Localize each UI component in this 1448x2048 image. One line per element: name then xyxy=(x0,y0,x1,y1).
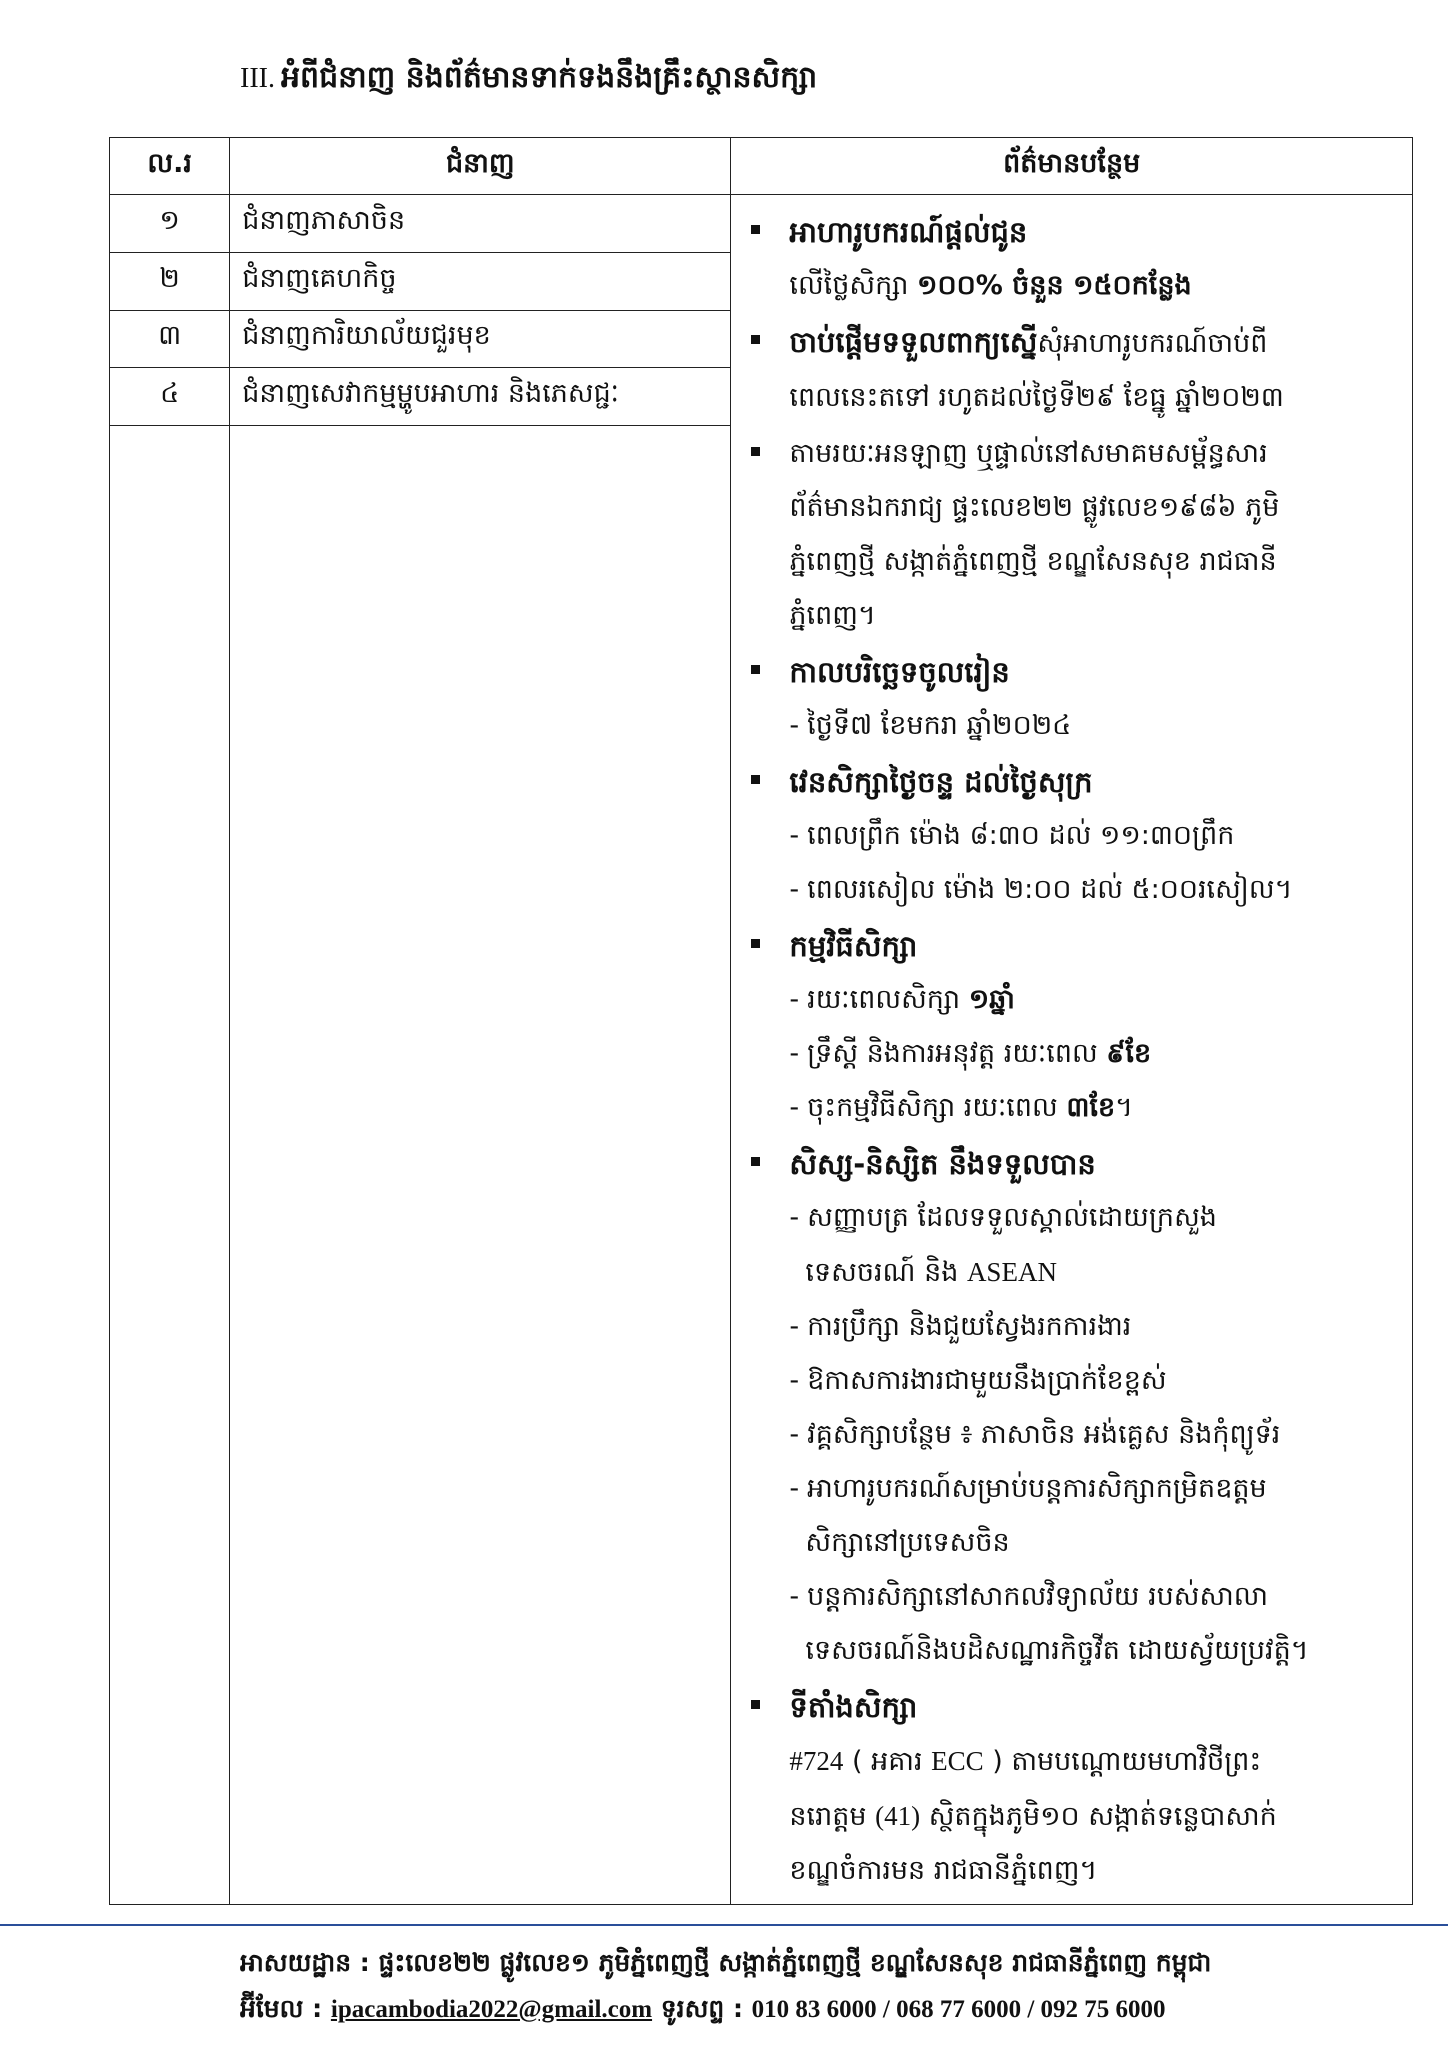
info-scholarship xyxy=(745,205,1402,313)
info-benefits xyxy=(745,1137,1402,1678)
bullet-icon xyxy=(751,225,760,234)
opening-date: - ថ្ងៃទី៧ ខែមករា ឆ្នាំ២០២៤ xyxy=(789,710,1072,741)
row-number: ៤ xyxy=(110,368,230,426)
apply-line-1: តាមរយៈអនឡាញ ឬផ្ទាល់នៅសមាគមសម្ព័ន្ធសារ xyxy=(789,438,1268,469)
row-skill: ជំនាញគេហកិច្ច xyxy=(230,252,731,310)
location-street-name: នរោត្តម xyxy=(789,1801,876,1832)
bullet-icon xyxy=(751,335,760,344)
header-no: ល.រ xyxy=(110,138,230,195)
application-title: ចាប់ផ្ដើមទទួលពាក្យស្នើ xyxy=(789,325,1038,359)
phone-label: ទូរសព្ទ : xyxy=(652,1994,752,2023)
schedule-afternoon-text: ពេលរសៀល ម៉ោង ២:០០ ដល់ ៥:០០រសៀល។ xyxy=(807,874,1293,905)
program-internship: - ចុះកម្មវិធីសិក្សា រយៈពេល ៣ខែ។ xyxy=(789,1092,1133,1123)
location-road-number: (41) xyxy=(875,1801,921,1831)
benefit-3-text: ឱកាសការងារជាមួយនឹងប្រាក់ខែខ្ពស់ xyxy=(807,1365,1167,1396)
application-line-2: ពេលនេះតទៅ រហូតដល់ថ្ងៃទី២៩ ខែធ្នូ ឆ្នាំ២០២៣ xyxy=(789,382,1284,413)
footer-address: អាសយដ្ឋាន : ផ្ទះលេខ២២ ផ្លូវលេខ១ ភូមិភ្នំពេញថ្មី សង្កាត់ភ្នំពេញថ្មី ខណ្ឌសែនសុខ រាជធានីភ្នំពេញ កម្ពុជា xyxy=(240,1948,1212,1977)
benefit-scholarship-abroad: - អាហារូបករណ៍សម្រាប់បន្តការសិក្សាកម្រិតឧត្ដម xyxy=(789,1473,1267,1504)
benefit-5-line-1: អាហារូបករណ៍សម្រាប់បន្តការសិក្សាកម្រិតឧត្ដម xyxy=(807,1473,1267,1504)
row-skill: ជំនាញភាសាចិន xyxy=(230,195,731,253)
benefit-courses: - វគ្គសិក្សាបន្ថែម ៖ ភាសាចិន អង់គ្លេស និងកុំព្យូទ័រ xyxy=(789,1419,1281,1450)
benefit-4-text: វគ្គសិក្សាបន្ថែម ៖ ភាសាចិន អង់គ្លេស និងកុំព្យូទ័រ xyxy=(807,1419,1281,1450)
schedule-morning-text: ពេលព្រឹក ម៉ោង ៨:៣០ ដល់ ១១:៣០ព្រឹក xyxy=(807,820,1235,851)
intern-suffix: ។ xyxy=(1115,1092,1133,1123)
benefit-6-line-1: បន្តការសិក្សានៅសាកលវិទ្យាល័យ របស់សាលា xyxy=(807,1581,1269,1612)
info-schedule xyxy=(745,755,1402,917)
section-heading xyxy=(240,58,817,102)
footer xyxy=(240,1940,1211,2033)
email-link[interactable]: ipacambodia2022@gmail.com xyxy=(330,1996,653,2023)
benefit-counseling: - ការប្រឹក្សា និងជួយស្វែងរកការងារ xyxy=(789,1311,1132,1342)
location-village: ស្ថិតក្នុងភូមិ១០ សង្កាត់ទន្លេបាសាក់ xyxy=(920,1801,1277,1832)
header-skill: ជំនាញ xyxy=(230,138,731,195)
benefit-university: - បន្តការសិក្សានៅសាកលវិទ្យាល័យ របស់សាលា xyxy=(789,1581,1269,1612)
program-duration: - រយៈពេលសិក្សា ១ឆ្នាំ xyxy=(789,984,1015,1015)
scholarship-title: អាហារូបករណ៍ផ្ដល់ជូន xyxy=(789,215,1028,249)
duration-value: ១ឆ្នាំ xyxy=(968,984,1015,1015)
header-info: ព័ត៌មានបន្ថែម xyxy=(731,138,1413,195)
intern-value: ៣ខែ xyxy=(1066,1092,1116,1123)
info-cell xyxy=(731,195,1413,1905)
footer-contact xyxy=(240,1986,1211,2033)
footer-divider xyxy=(0,1924,1448,1926)
empty-cell xyxy=(110,426,230,1905)
bullet-icon xyxy=(751,1700,760,1709)
intern-prefix: ចុះកម្មវិធីសិក្សា រយៈពេល xyxy=(807,1092,1067,1123)
scholarship-prefix: លើថ្លៃសិក្សា xyxy=(789,270,918,301)
opening-title: កាលបរិច្ឆេទចូលរៀន xyxy=(789,655,1010,689)
application-title-rest: សុំអាហារូបករណ៍ចាប់ពី xyxy=(1037,328,1268,359)
empty-cell xyxy=(230,426,731,1905)
schedule-morning: - ពេលព្រឹក ម៉ោង ៨:៣០ ដល់ ១១:៣០ព្រឹក xyxy=(789,820,1235,851)
benefit-scholarship-abroad-cont: សិក្សានៅប្រទេសចិន xyxy=(805,1527,1010,1558)
theory-prefix: ទ្រឹស្ដី និងការអនុវត្ត រយៈពេល xyxy=(807,1038,1107,1069)
info-opening xyxy=(745,645,1402,753)
benefit-certificate: - សញ្ញាបត្រ ដែលទទួលស្គាល់ដោយក្រសួង xyxy=(789,1202,1217,1233)
bullet-icon xyxy=(751,1157,760,1166)
phone-numbers: 010 83 6000 / 068 77 6000 / 092 75 6000 xyxy=(751,1996,1166,2023)
program-title: កម្មវិធីសិក្សា xyxy=(789,929,918,963)
application-line-1 xyxy=(789,315,1402,371)
opening-date-text: ថ្ងៃទី៧ ខែមករា ឆ្នាំ២០២៤ xyxy=(807,710,1072,741)
program-theory: - ទ្រឹស្ដី និងការអនុវត្ត រយៈពេល ៩ខែ xyxy=(789,1038,1152,1069)
row-skill: ជំនាញសេវាកម្មម្ហូបអាហារ និងភេសជ្ជៈ xyxy=(230,368,731,426)
row-number: ១ xyxy=(110,195,230,253)
schedule-afternoon: - ពេលរសៀល ម៉ោង ២:០០ ដល់ ៥:០០រសៀល។ xyxy=(789,874,1293,905)
bullet-icon xyxy=(751,775,760,784)
benefit-certificate-cont xyxy=(789,1245,1402,1300)
benefit-1-line-1: សញ្ញាបត្រ ដែលទទួលស្គាល់ដោយក្រសួង xyxy=(807,1202,1217,1233)
table-row xyxy=(110,195,1413,253)
section-number: III. xyxy=(240,63,275,94)
scholarship-line xyxy=(789,259,1402,313)
bullet-icon xyxy=(751,665,760,674)
location-building: ECC xyxy=(931,1746,984,1776)
bullet-icon xyxy=(751,447,760,456)
location-street: ) តាមបណ្ដោយមហាវិថីព្រះ xyxy=(983,1746,1262,1777)
scholarship-amount: ១០០% ចំនួន ១៥០កន្លែង xyxy=(917,270,1192,301)
table-header-row xyxy=(110,138,1413,195)
benefit-1-asean: ASEAN xyxy=(966,1257,1057,1287)
location-title: ទីតាំងសិក្សា xyxy=(789,1690,918,1724)
bullet-icon xyxy=(751,939,760,948)
benefit-job: - ឱកាសការងារជាមួយនឹងប្រាក់ខែខ្ពស់ xyxy=(789,1365,1167,1396)
row-number: ២ xyxy=(110,252,230,310)
location-line-1 xyxy=(789,1734,1402,1789)
info-application xyxy=(745,315,1402,425)
apply-line-3: ភ្នំពេញថ្មី សង្កាត់ភ្នំពេញថ្មី ខណ្ឌសែនសុខ រាជធានី xyxy=(789,546,1277,577)
location-line-2 xyxy=(789,1789,1402,1844)
info-program xyxy=(745,919,1402,1135)
location-building-label: ( អគារ xyxy=(843,1746,932,1777)
theory-value: ៩ខែ xyxy=(1106,1038,1152,1069)
location-number: #724 xyxy=(789,1746,844,1776)
apply-line-4: ភ្នំពេញ។ xyxy=(789,600,876,631)
row-skill: ជំនាញការិយាល័យជួរមុខ xyxy=(230,310,731,368)
info-apply-where xyxy=(745,427,1402,643)
section-title: អំពីជំនាញ និងព័ត៌មានទាក់ទងនឹងគ្រឹះស្ថានសិក្សា xyxy=(280,60,818,95)
location-line-3: ខណ្ឌចំការមន រាជធានីភ្នំពេញ។ xyxy=(789,1855,1098,1886)
schedule-title: វេនសិក្សាថ្ងៃចន្ទ ដល់ថ្ងៃសុក្រ xyxy=(789,765,1093,799)
email-label: អ៊ីមែល : xyxy=(240,1994,331,2023)
benefit-university-cont: ទេសចរណ៍និងបដិសណ្ឋារកិច្ចវីត ដោយស្វ័យប្រវត្តិ។ xyxy=(805,1635,1309,1666)
row-number: ៣ xyxy=(110,310,230,368)
benefit-1-line-2: ទេសចរណ៍ និង xyxy=(805,1257,967,1288)
benefit-2-text: ការប្រឹក្សា និងជួយស្វែងរកការងារ xyxy=(807,1311,1132,1342)
apply-line-2: ព័ត៌មានឯករាជ្យ ផ្ទះលេខ២២ ផ្លូវលេខ១៩៨៦ ភូមិ xyxy=(789,492,1280,523)
skills-table xyxy=(109,137,1413,1905)
duration-prefix: រយៈពេលសិក្សា xyxy=(807,984,969,1015)
info-location xyxy=(745,1680,1402,1898)
benefits-title: សិស្ស-និស្សិត នឹងទទួលបាន xyxy=(789,1147,1096,1181)
